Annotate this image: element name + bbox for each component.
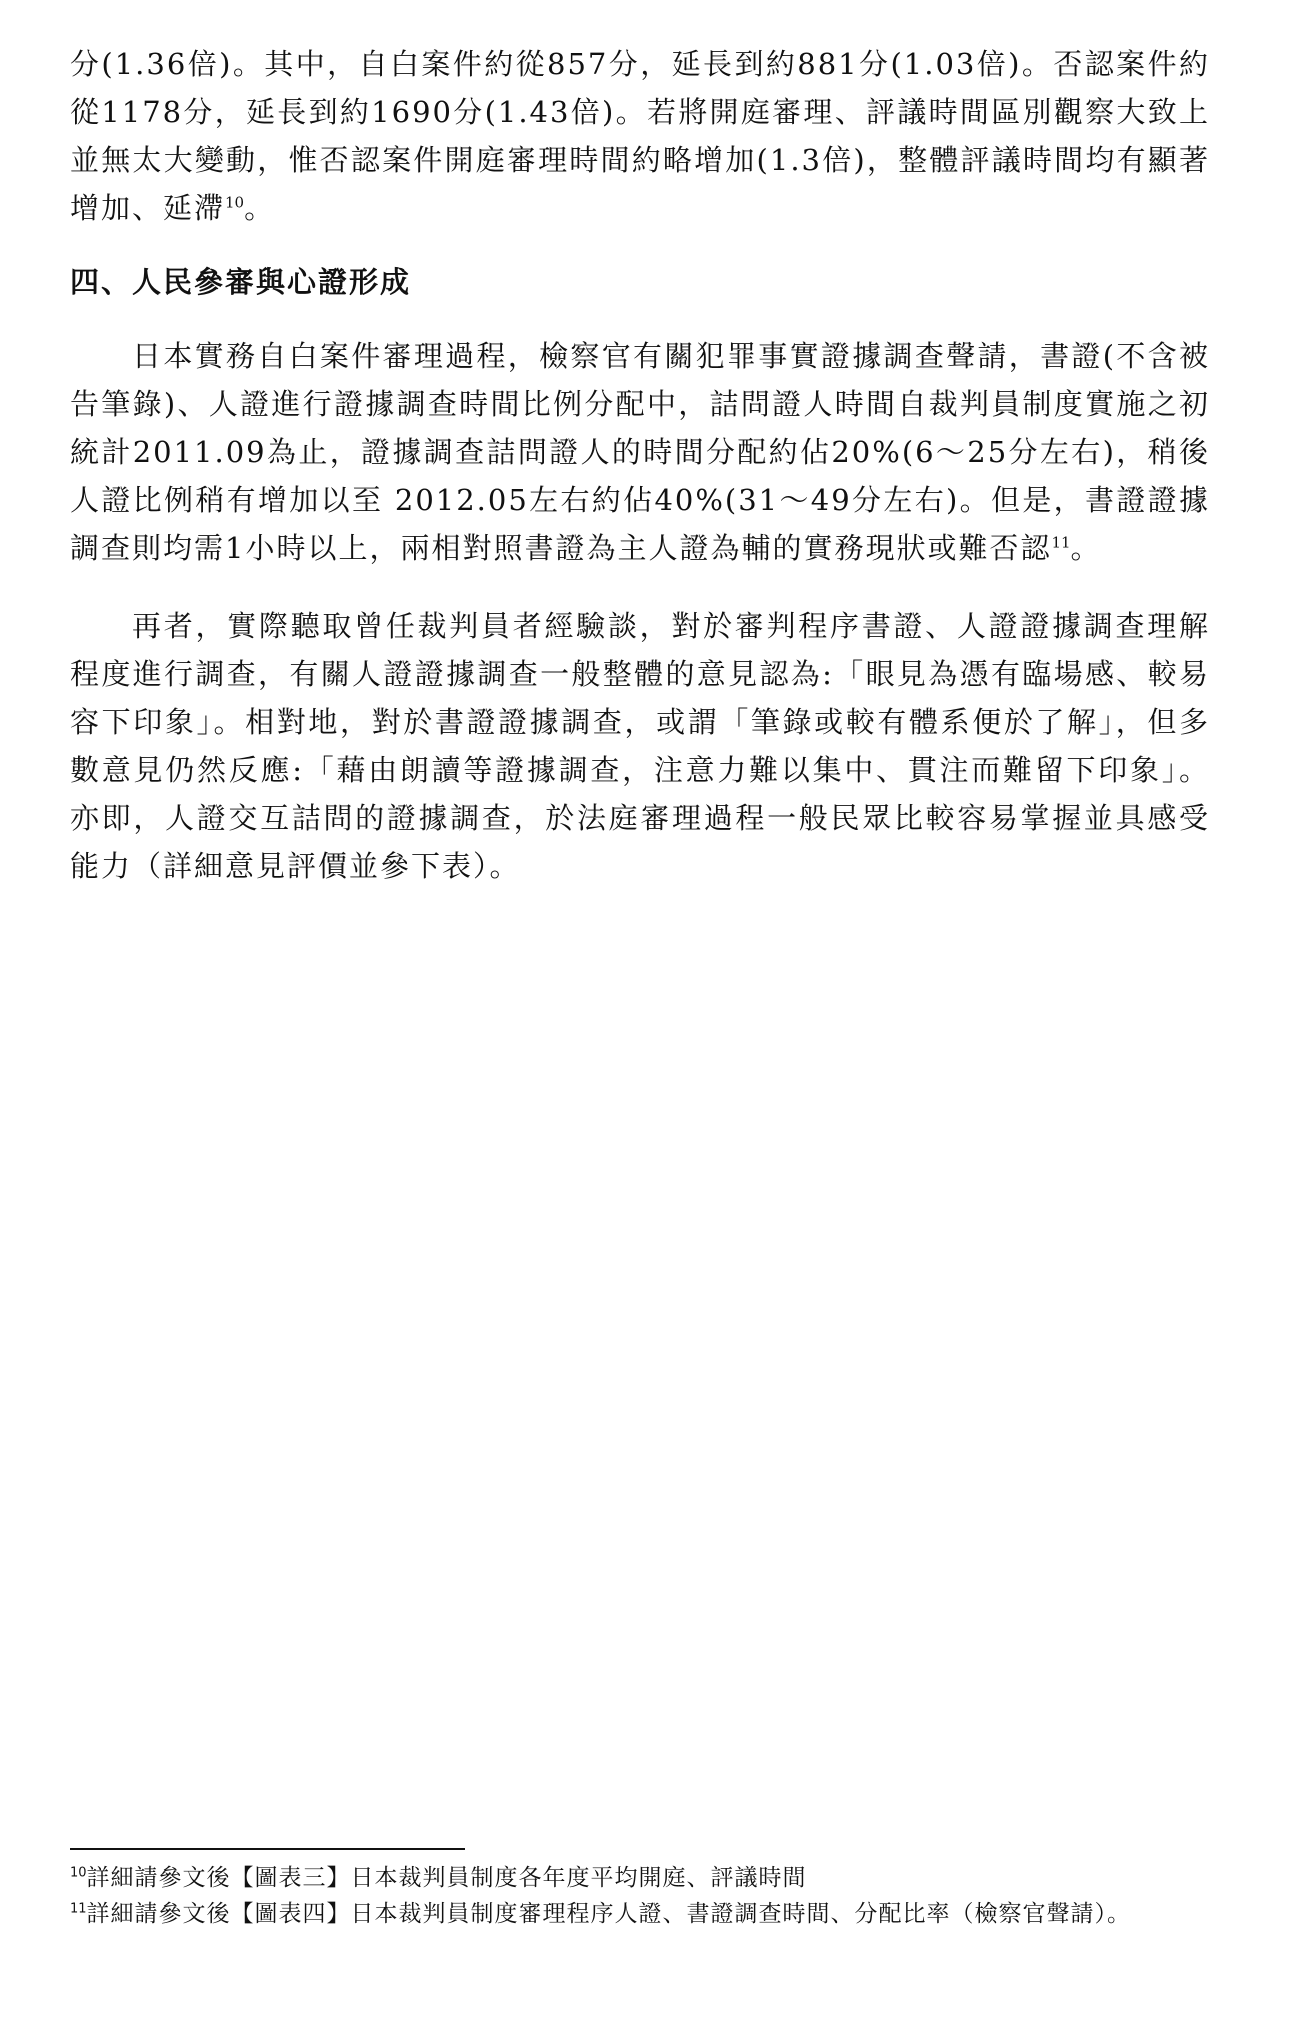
footnote-10 bbox=[70, 1860, 1210, 1896]
section-heading: 四、人民參審與心證形成 bbox=[70, 265, 412, 299]
paragraph-evidence-investigation bbox=[70, 332, 1210, 572]
paragraph-text: 分(1.36倍)。其中，自白案件約從857分，延長到約881分(1.03倍)。否認案件約從1178分，延長到約1690分(1.43倍)。若將開庭審理、評議時間區別觀察大致上並無太大變動，惟否認案件開庭審理時間約略增加(1.3倍)，整體評議時間均有顯著增加、延滯 bbox=[70, 47, 1210, 225]
footnote-ref-11[interactable]: 11 bbox=[1051, 533, 1071, 552]
footnote-text: 詳細請參文後【圖表四】日本裁判員制度審理程序人證、書證調查時間、分配比率（檢察官聲請）。 bbox=[86, 1901, 1132, 1927]
paragraph-text: 日本實務自白案件審理過程，檢察官有關犯罪事實證據調查聲請，書證(不含被告筆錄)、人證進行證據調查時間比例分配中，詰問證人時間自裁判員制度實施之初統計2011.09為止，證據調查詰問證人的時間分配約佔20%(6～25分左右)，稍後人證比例稍有增加以至 2012.05左右約佔40%(31～49分左右)。但是，書證證據調查則均需1小時以上，兩相對照書證為主人證為輔的實務現狀或難否認 bbox=[70, 339, 1210, 565]
footnote-text: 詳細請參文後【圖表三】日本裁判員制度各年度平均開庭、評議時間 bbox=[86, 1865, 807, 1891]
paragraph-time-statistics bbox=[70, 40, 1210, 232]
footnote-11 bbox=[70, 1896, 1210, 1932]
footnote-ref-10[interactable]: 10 bbox=[225, 193, 245, 212]
footnotes bbox=[70, 1848, 1210, 1932]
paragraph-end: 。 bbox=[244, 191, 276, 225]
paragraph-text: 再者，實際聽取曾任裁判員者經驗談，對於審判程序書證、人證證據調查理解程度進行調查，有關人證證據調查一般整體的意見認為:「眼見為憑有臨場感、較易容下印象」。相對地，對於書證證據調查，或謂「筆錄或較有體系便於了解」，但多數意見仍然反應:「藉由朗讀等證據調查，注意力難以集中、貫注而難留下印象」。亦即，人證交互詰問的證據調查，於法庭審理過程一般民眾比較容易掌握並具感受能力（詳細意見評價並參下表）。 bbox=[70, 609, 1210, 883]
footnote-marker: 11 bbox=[70, 1901, 87, 1917]
document-body bbox=[70, 40, 1210, 890]
footnote-marker: 10 bbox=[70, 1865, 87, 1881]
paragraph-juror-opinions bbox=[70, 602, 1210, 890]
footnote-separator bbox=[70, 1848, 465, 1850]
paragraph-end: 。 bbox=[1070, 531, 1102, 565]
